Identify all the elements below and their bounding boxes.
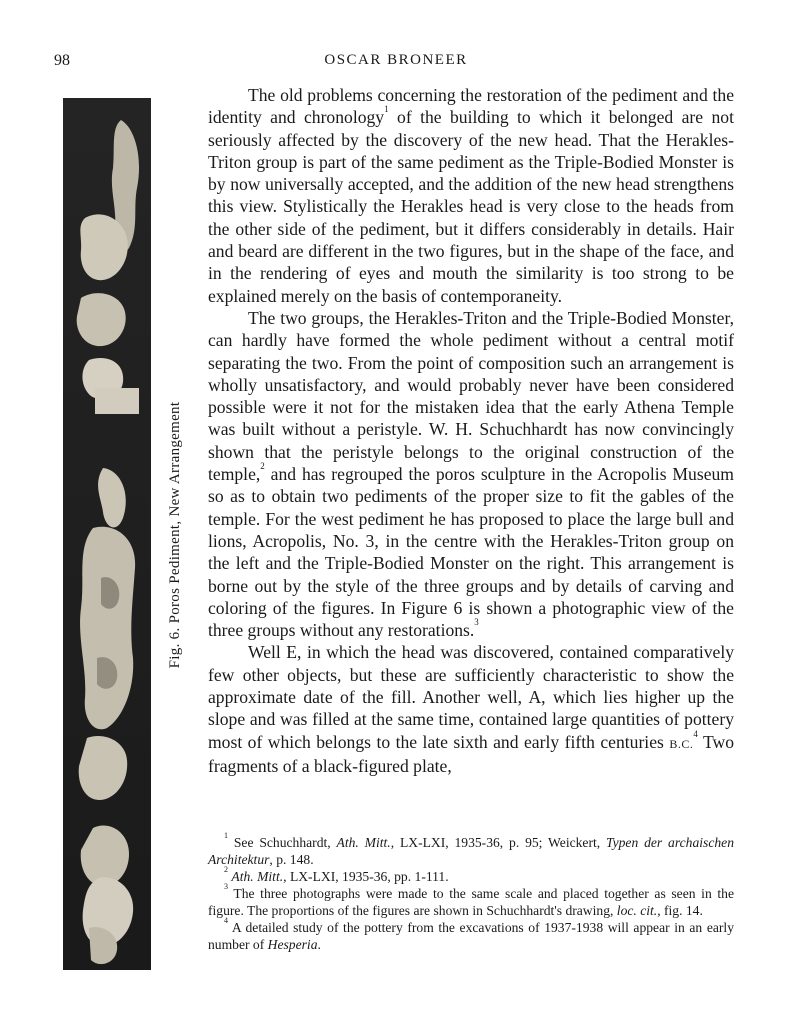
footnote-ref-2: 2 bbox=[260, 461, 265, 472]
footnote-ref-4: 4 bbox=[693, 728, 698, 739]
running-head: OSCAR BRONEER bbox=[324, 52, 468, 68]
pediment-photograph bbox=[63, 98, 151, 970]
page-number: 98 bbox=[54, 52, 70, 69]
footnote-ref-3: 3 bbox=[474, 617, 479, 628]
footnotes bbox=[208, 831, 734, 953]
footnote-1: $^1$ See Schuchhardt, Ath. Mitt., LX-LXI, 1935-36, p. 95; Weickert, Typen der archaischen Architektur, p. 148. bbox=[208, 831, 734, 867]
footnote-ref-1: 1 bbox=[384, 104, 389, 115]
figure-caption: Fig. 6. Poros Pediment, New Arrangement bbox=[167, 401, 183, 669]
paragraph-1: The old problems concerning the restoration of the pediment and the identity and chronology$^1$ of the building to which it belonged are not seriously affected by the discovery of the new head. That the Herakles-Triton group is part of the same pediment as the Triple-Bodied Monster is by now universally accepted, and the addition of the new head strengthens this view. Stylistically the Herakles head is very close to the heads from the other side of the pediment, but it differs considerably in details. Hair and beard are different in the two figures, but in the shape of the face, and in the rendering of eyes and mouth the similarity is too strong to be explained merely on the basis of contemporaneity. bbox=[208, 85, 734, 306]
body-text bbox=[208, 84, 734, 777]
paragraph-3: Well E, in which the head was discovered, contained comparatively few other objects, but these are sufficiently characteristic to show the approximate date of the fill. Another well, A, which lies higher up the slope and was filled at the same time, contained large quantities of pottery most of which belongs to the late sixth and early fifth centuries B.C.$^4$ Two fragments of a black-figured plate, bbox=[208, 642, 734, 776]
footnote-3: $^3$ The three photographs were made to the same scale and placed together as seen in the figure. The proportions of the figures are shown in Schuchhardt's drawing, loc. cit., fig. 14. bbox=[208, 882, 734, 918]
paragraph-2: The two groups, the Herakles-Triton and the Triple-Bodied Monster, can hardly have formed the whole pediment without a central motif separating the two. From the point of composition such an arrangement is wholly unsatisfactory, and would probably never have been considered possible were it not for the mistaken idea that the early Athena Temple was built without a peristyle. W. H. Schuchhardt has now convincingly shown that the peristyle belongs to the original construction of the temple,$^2$ and has regrouped the poros sculpture in the Acropolis Museum so as to obtain two pediments of the proper size to fit the gables of the temple. For the west pediment he has proposed to place the large bull and lions, Acropolis, No. 3, in the centre with the Herakles-Triton group on the left and the Triple-Bodied Monster on the right. This arrangement is borne out by the style of the three groups and by details of carving and coloring of the figures. In Figure 6 is shown a photographic view of the three groups without any restorations.$^3$ bbox=[208, 307, 734, 641]
footnote-4: $^4$ A detailed study of the pottery from the excavations of 1937-1938 will appear in an early number of Hesperia. bbox=[208, 916, 734, 952]
footnote-2: $^2$ Ath. Mitt., LX-LXI, 1935-36, pp. 1-111. bbox=[224, 865, 449, 884]
